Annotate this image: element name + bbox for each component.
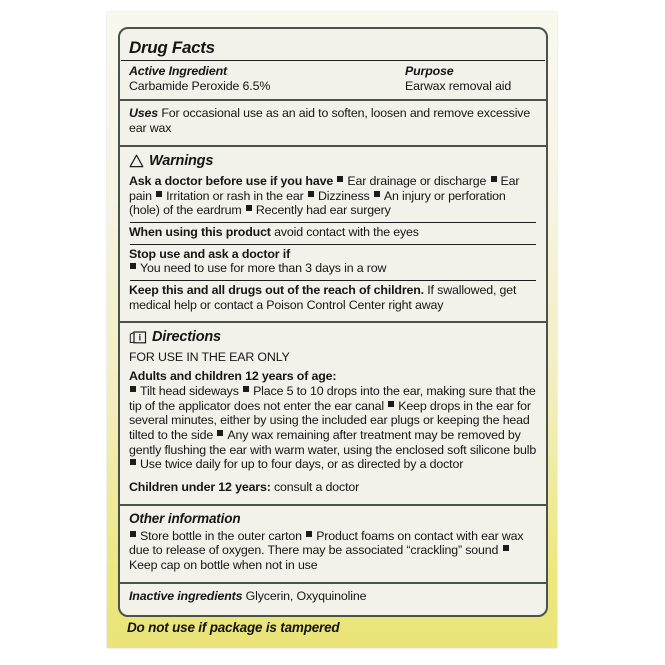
keep-out-of-reach-lead: Keep this and all drugs out of the reach of children. — [129, 283, 424, 298]
active-ingredient-row — [120, 61, 546, 99]
bullet-square — [246, 205, 252, 211]
ask-doctor-items: Ear drainage or discharge Ear pain Irritation or rash in the ear Dizziness An injury or perforation (hole) of the eardrum Recently had ear surgery — [129, 173, 520, 218]
purpose-value: Earwax removal aid — [405, 78, 512, 93]
drug-facts-title: Drug Facts — [129, 38, 215, 57]
warnings-subdivider — [130, 280, 536, 281]
inactive-ingredients-text — [129, 589, 537, 604]
active-ingredient-heading: Active Ingredient — [129, 64, 227, 78]
bullet-square — [217, 430, 223, 436]
uses-body: For occasional use as an aid to soften, loosen and remove excessive ear wax — [129, 106, 531, 136]
purpose-column — [405, 64, 537, 93]
for-use-in-ear-only: FOR USE IN THE EAR ONLY — [129, 350, 290, 365]
bullet-square — [243, 386, 249, 392]
bullet-square — [491, 176, 497, 182]
ask-doctor-text — [129, 174, 537, 218]
package-panel — [107, 12, 557, 648]
bullet-square — [130, 459, 136, 465]
active-ingredient-column — [129, 64, 405, 93]
other-information-items: Store bottle in the outer carton Product foams on contact with ear wax due to release of oxygen. There may be associated “crackling” sound Keep cap on bottle when not in use — [129, 528, 524, 573]
directions-heading — [129, 329, 537, 346]
warnings-subdivider — [130, 222, 536, 223]
active-ingredient-value: Carbamide Peroxide 6.5% — [129, 78, 271, 93]
stop-use-text — [129, 247, 537, 276]
stop-use-lead: Stop use and ask a doctor if — [129, 246, 291, 261]
children-directions-body: consult a doctor — [274, 480, 360, 495]
adults-directions-text — [129, 369, 537, 472]
bullet-square — [374, 191, 380, 197]
bullet-square — [503, 545, 509, 551]
children-directions-text — [129, 480, 537, 495]
adults-directions-lead: Adults and children 12 years of age: — [129, 369, 337, 384]
svg-text:i: i — [138, 333, 141, 344]
warnings-subdivider — [130, 244, 536, 245]
warnings-heading-text: Warnings — [149, 152, 214, 169]
children-directions-lead: Children under 12 years: — [129, 480, 271, 495]
bullet-square — [130, 386, 136, 392]
drug-facts-box — [118, 27, 548, 617]
stop-use-items: You need to use for more than 3 days in a row — [129, 261, 386, 275]
inactive-ingredients-heading: Inactive ingredients — [129, 588, 243, 603]
when-using-lead: When using this product — [129, 224, 271, 239]
when-using-body: avoid contact with the eyes — [274, 224, 419, 239]
tamper-warning: Do not use if package is tampered — [127, 620, 340, 635]
directions-heading-text: Directions — [152, 329, 221, 346]
other-information-section — [120, 506, 546, 582]
warning-triangle-icon — [129, 154, 144, 168]
inactive-ingredients-section — [120, 584, 546, 613]
bullet-square — [130, 263, 136, 269]
leaflet-book-icon — [129, 331, 147, 344]
inactive-ingredients-value: Glycerin, Oxyquinoline — [245, 588, 367, 603]
uses-section — [120, 101, 546, 144]
warnings-section — [120, 147, 546, 322]
bullet-square — [130, 531, 136, 537]
uses-heading: Uses — [129, 106, 159, 121]
keep-out-of-reach-body: If swallowed, get medical help or contact a Poison Control Center right away — [129, 283, 517, 312]
purpose-heading: Purpose — [405, 64, 454, 78]
adults-directions-items: Tilt head sideways Place 5 to 10 drops into the ear, making sure that the tip of the applicator does not enter the ear canal Keep drops in the ear for several minutes, either by using the included ear plugs or keeping the head tilted to the side Any wax remaining after treatment may be removed by gently flushing the ear with warm water, using the enclosed soft silicone bulb Use twice daily for up to four days, or as directed by a doctor — [129, 383, 537, 472]
keep-out-of-reach-text — [129, 283, 537, 312]
other-information-text — [129, 529, 537, 573]
title-section — [120, 29, 546, 60]
bullet-square — [156, 191, 162, 197]
ask-doctor-lead: Ask a doctor before use if you have — [129, 173, 334, 188]
other-information-heading: Other information — [129, 510, 241, 526]
directions-section — [120, 323, 546, 503]
uses-text — [129, 106, 537, 135]
warnings-heading — [129, 153, 537, 170]
bullet-square — [337, 176, 343, 182]
bullet-square — [388, 401, 394, 407]
bullet-square — [306, 531, 312, 537]
when-using-text — [129, 225, 537, 240]
bullet-square — [308, 191, 314, 197]
